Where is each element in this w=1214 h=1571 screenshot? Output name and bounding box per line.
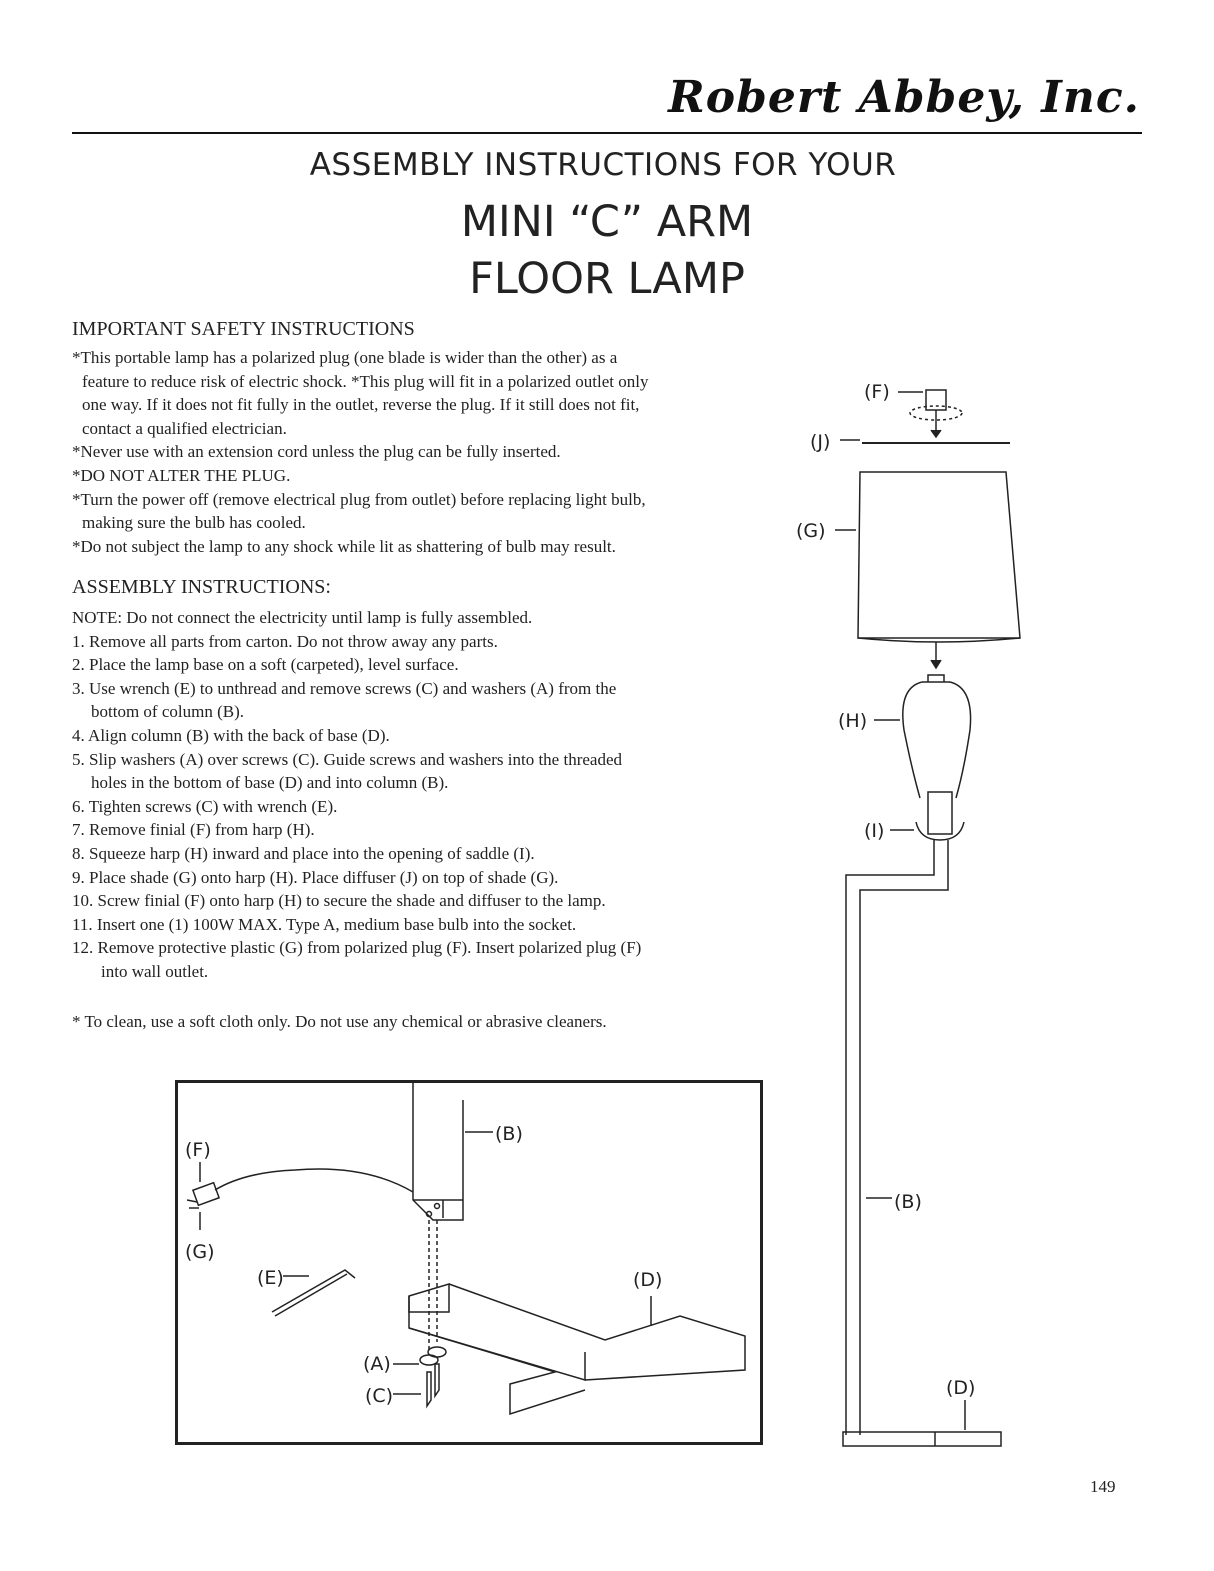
lamp-label-B: (B) — [894, 1191, 922, 1213]
assembly-step: 4. Align column (B) with the back of base (D). — [72, 725, 390, 745]
assembly-step: 10. Screw finial (F) onto harp (H) to secure the shade and diffuser to the lamp. — [72, 891, 606, 911]
base-part — [843, 1432, 1001, 1446]
safety-line: *Never use with an extension cord unless the plug can be fully inserted. — [72, 442, 561, 462]
base-assembly-diagram — [175, 1080, 765, 1450]
assembly-step-cont: bottom of column (B). — [91, 702, 244, 722]
wrench-part — [272, 1270, 355, 1316]
lamp-label-G: (G) — [796, 520, 826, 542]
lamp-label-I: (I) — [864, 820, 885, 842]
column-bottom-part — [413, 1082, 463, 1220]
lamp-label-J: (J) — [810, 431, 831, 453]
header-rule — [72, 132, 1142, 134]
assembly-title: ASSEMBLY INSTRUCTIONS: — [72, 576, 331, 598]
assembly-step: 3. Use wrench (E) to unthread and remove screws (C) and washers (A) from the — [72, 678, 617, 698]
safety-line: making sure the bulb has cooled. — [82, 513, 306, 533]
socket-part — [928, 792, 952, 834]
safety-line: *Turn the power off (remove electrical plug from outlet) before replacing light bulb, — [72, 489, 646, 509]
safety-line: feature to reduce risk of electric shock. *This plug will fit in a polarized outlet only — [82, 371, 649, 391]
assembly-note: NOTE: Do not connect the electricity until lamp is fully assembled. — [72, 608, 533, 627]
safety-text — [72, 346, 762, 558]
cleaning-note: * To clean, use a soft cloth only. Do not use any chemical or abrasive cleaners. — [72, 1012, 607, 1031]
assembly-step: 5. Slip washers (A) over screws (C). Guide screws and washers into the threaded — [72, 749, 622, 769]
base-label-D: (D) — [633, 1269, 663, 1291]
base-label-B: (B) — [495, 1123, 523, 1145]
safety-title: IMPORTANT SAFETY INSTRUCTIONS — [72, 318, 415, 340]
assembly-step: 9. Place shade (G) onto harp (H). Place diffuser (J) on top of shade (G). — [72, 867, 559, 887]
base-label-G: (G) — [185, 1241, 215, 1263]
screw-part — [427, 1364, 439, 1406]
power-cord — [215, 1169, 413, 1192]
assembly-step-cont: holes in the bottom of base (D) and into column (B). — [91, 773, 449, 793]
lamp-diagram — [780, 370, 1040, 1460]
product-title-line1: MINI “C” ARM — [460, 197, 754, 247]
base-label-A: (A) — [363, 1353, 391, 1375]
safety-line: *This portable lamp has a polarized plug (one blade is wider than the other) as a — [72, 348, 618, 367]
product-title-line2: FLOOR LAMP — [469, 254, 745, 304]
assembly-step: 12. Remove protective plastic (G) from polarized plug (F). Insert polarized plug (F) — [72, 938, 642, 958]
shade-part — [858, 472, 1020, 638]
column-part — [846, 840, 948, 1435]
safety-line: contact a qualified electrician. — [82, 418, 287, 438]
harp-part — [903, 682, 971, 798]
safety-line: *DO NOT ALTER THE PLUG. — [72, 465, 291, 485]
header-subtitle: ASSEMBLY INSTRUCTIONS FOR YOUR — [309, 147, 897, 183]
safety-line: one way. If it does not fit fully in the outlet, reverse the plug. If it still does not fit, — [82, 395, 640, 415]
base-label-C: (C) — [365, 1385, 394, 1407]
page-number: 149 — [1090, 1477, 1116, 1496]
assembly-step: 11. Insert one (1) 100W MAX. Type A, medium base bulb into the socket. — [72, 914, 577, 934]
base-label-F: (F) — [185, 1139, 211, 1161]
safety-line: *Do not subject the lamp to any shock while lit as shattering of bulb may result. — [72, 536, 616, 556]
assembly-step-cont: into wall outlet. — [101, 961, 209, 981]
lamp-label-H: (H) — [838, 710, 868, 732]
lamp-label-D: (D) — [946, 1377, 976, 1399]
assembly-step: 2. Place the lamp base on a soft (carpeted), level surface. — [72, 655, 459, 675]
assembly-step: 1. Remove all parts from carton. Do not throw away any parts. — [72, 631, 498, 651]
lamp-label-F: (F) — [864, 381, 890, 403]
brand-logo: Robert Abbey, Inc. — [668, 72, 1140, 123]
assembly-step: 8. Squeeze harp (H) inward and place into the opening of saddle (I). — [72, 843, 535, 863]
base-label-E: (E) — [257, 1267, 284, 1289]
assembly-steps — [72, 606, 762, 984]
assembly-step: 7. Remove finial (F) from harp (H). — [72, 820, 315, 840]
assembly-step: 6. Tighten screws (C) with wrench (E). — [72, 796, 338, 816]
